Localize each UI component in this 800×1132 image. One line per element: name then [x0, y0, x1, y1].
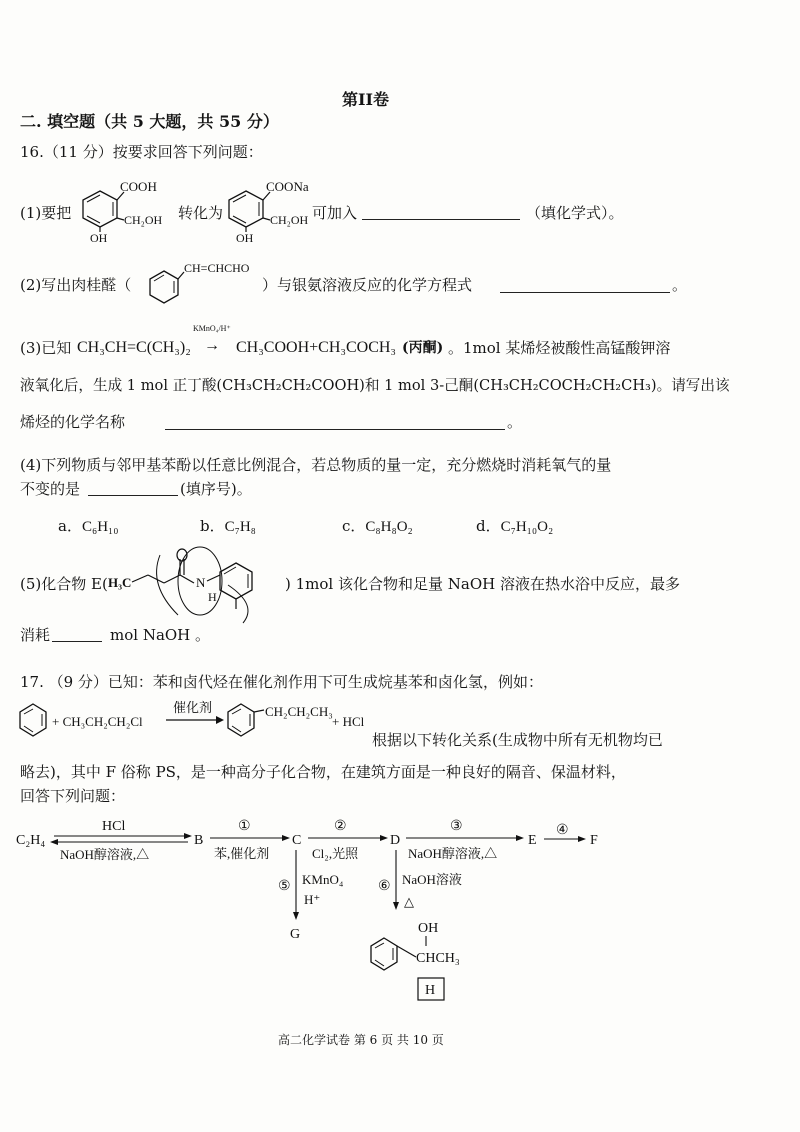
scheme-kmno4: KMnO₄: [302, 872, 344, 887]
q16-3-line1-rest: 。1mol 某烯烃被酸性高锰酸钾溶: [448, 339, 671, 357]
option-a: a．C₆H₁₀: [58, 517, 119, 535]
q16-1-suffix: 可加入: [312, 204, 358, 222]
scheme-step1: ①: [238, 819, 251, 834]
q16-1-hint: （填化学式）。: [526, 204, 624, 222]
scheme-b: B: [194, 833, 204, 848]
scheme-step5: ⑤: [278, 879, 291, 894]
q16-4-line2-prefix: 不变的是: [20, 480, 81, 498]
q16-3-catalyst: KMnO₄/H⁺: [193, 324, 231, 333]
q16-2-suffix: ）与银氨溶液反应的化学方程式: [262, 276, 473, 294]
scheme-h-oh: OH: [418, 921, 439, 936]
h-label: H: [208, 590, 217, 604]
q17-title: 17. （9 分）已知：苯和卤代烃在催化剂作用下可生成烷基苯和卤化氢，例如：: [20, 673, 543, 691]
q16-1-prefix: (1)要把: [20, 204, 72, 222]
sodium-benzoate-structure: [218, 178, 318, 245]
scheme-c2h4: C₂H₄: [16, 833, 46, 848]
q16-3-arrow: →: [204, 337, 220, 354]
part-heading: 二. 填空题（共 5 大题，共 55 分）: [20, 112, 279, 131]
scheme-step6: ⑥: [378, 879, 391, 894]
scheme-f: F: [590, 833, 598, 848]
q16-2-end: 。: [672, 276, 688, 294]
compound-e-structure: [108, 545, 283, 625]
q16-3-line2: 液氧化后，生成 1 mol 正丁酸(CH₃CH₂CH₂COOH)和 1 mol 3-己酮(CH₃CH₂COCH₂CH₂CH₃)。请写出该: [20, 377, 730, 394]
scheme-hplus: H⁺: [304, 892, 321, 907]
mol-left-top: COOH: [120, 179, 157, 194]
scheme-d: D: [390, 833, 401, 848]
scheme-h-label: H: [425, 983, 436, 998]
cinnamaldehyde-group: CH=CHCHO: [184, 261, 250, 275]
mol-right-bottom: OH: [236, 231, 254, 245]
q16-3-reaction-right: CH₃COOH+CH₃COCH₃: [236, 339, 396, 356]
q16-3-reaction-left: CH₃CH=C(CH₃)₂: [77, 339, 191, 356]
mol-right-side: CH₂OH: [270, 213, 309, 227]
q17-line3: 回答下列问题：: [20, 787, 126, 805]
option-b: b．C₇H₈: [200, 517, 256, 535]
q16-1-answer-blank[interactable]: [362, 219, 520, 220]
scheme-step2: ②: [334, 819, 347, 834]
scheme-step2-cond: Cl₂,光照: [312, 846, 359, 861]
scheme-step3-cond: NaOH醇溶液,△: [408, 846, 498, 861]
ch3-label: H₃C: [108, 575, 132, 590]
cinnamaldehyde-structure: [142, 258, 272, 304]
eq-reactant: + CH₃CH₂CH₂Cl: [52, 714, 143, 729]
scheme-c: C: [292, 833, 302, 848]
q16-3-ketone-note: (丙酮): [402, 340, 444, 356]
q16-5-prefix: (5)化合物 E(: [20, 575, 108, 593]
q16-3-answer-blank[interactable]: [165, 429, 505, 430]
page-footer: 高二化学试卷 第 6 页 共 10 页: [278, 1033, 444, 1047]
q16-5-line2-suffix: mol NaOH 。: [110, 626, 211, 644]
q16-3-end: 。: [507, 413, 523, 431]
scheme-naoh2: NaOH溶液: [402, 872, 462, 887]
eq-product: CH₂CH₂CH₃: [265, 704, 333, 719]
q16-4-line1: (4)下列物质与邻甲基苯酚以任意比例混合，若总物质的量一定，充分燃烧时消耗氧气的量: [20, 456, 612, 474]
q17-line2: 略去)，其中 F 俗称 PS，是一种高分子化合物，在建筑方面是一种良好的隔音、保温材料，: [20, 763, 626, 781]
q16-5-line2-prefix: 消耗: [20, 626, 51, 644]
scheme-step3: ③: [450, 819, 463, 834]
q17-example-equation: [16, 700, 376, 748]
section-title: 第II卷: [342, 90, 389, 109]
q16-4-line2-suffix: (填序号)。: [180, 480, 252, 498]
mol-right-top: COONa: [266, 179, 309, 194]
q16-5-answer-blank[interactable]: [52, 641, 102, 642]
q17-eq-tail: 根据以下转化关系(生成物中所有无机物均已: [372, 731, 663, 749]
scheme-e: E: [528, 833, 537, 848]
q16-2-prefix: (2)写出肉桂醛（: [20, 276, 132, 294]
mol-left-bottom: OH: [90, 231, 108, 245]
q16-title: 16.（11 分）按要求回答下列问题：: [20, 143, 263, 161]
eq-byproduct: + HCl: [332, 714, 365, 729]
mol-left-side: CH₂OH: [124, 213, 163, 227]
scheme-hcl: HCl: [102, 819, 126, 834]
scheme-g: G: [290, 927, 301, 942]
scheme-delta: △: [404, 894, 414, 909]
option-d: d．C₇H₁₀O₂: [476, 517, 554, 535]
option-c: c．C₈H₈O₂: [342, 517, 413, 535]
scheme-naoh1: NaOH醇溶液,△: [60, 847, 150, 862]
scheme-step1-cond: 苯,催化剂: [214, 846, 270, 861]
q16-5-suffix: ) 1mol 该化合物和足量 NaOH 溶液在热水浴中反应，最多: [285, 575, 680, 593]
q16-2-answer-blank[interactable]: [500, 292, 670, 293]
scheme-step4: ④: [556, 823, 569, 838]
benzoic-acid-structure: [72, 178, 172, 245]
n-label: N: [196, 575, 206, 590]
reaction-scheme: [16, 812, 616, 1012]
scheme-h-chch3: CHCH₃: [416, 951, 460, 966]
q16-4-answer-blank[interactable]: [88, 495, 178, 496]
q16-1-middle: 转化为: [178, 204, 224, 222]
eq-catalyst: 催化剂: [173, 700, 213, 715]
q16-3-line3: 烯烃的化学名称: [20, 413, 126, 431]
q16-3-prefix: (3)已知: [20, 339, 72, 357]
